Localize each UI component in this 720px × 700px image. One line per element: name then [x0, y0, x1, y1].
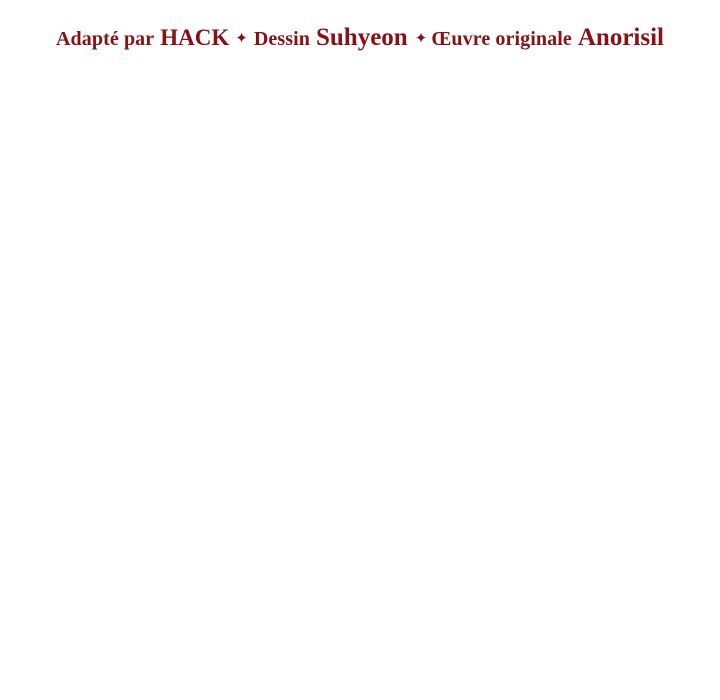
blank-panel-area: [0, 70, 720, 700]
credit-name-hack: HACK: [160, 25, 230, 50]
credit-role-label: Adapté par: [56, 28, 155, 50]
credit-adaptation: [56, 25, 229, 51]
credit-drawing: [254, 24, 408, 52]
credit-role-label: Dessin: [253, 28, 310, 50]
separator-diamond-icon: ✦: [235, 31, 248, 47]
credit-original-work: [431, 24, 664, 52]
credit-name-anorisil: Anorisil: [577, 24, 664, 51]
separator-diamond-icon: ✦: [414, 31, 428, 47]
credit-name-suhyeon: Suhyeon: [316, 24, 408, 51]
credits-line: [0, 24, 720, 52]
credit-role-label: Œuvre originale: [431, 28, 572, 50]
